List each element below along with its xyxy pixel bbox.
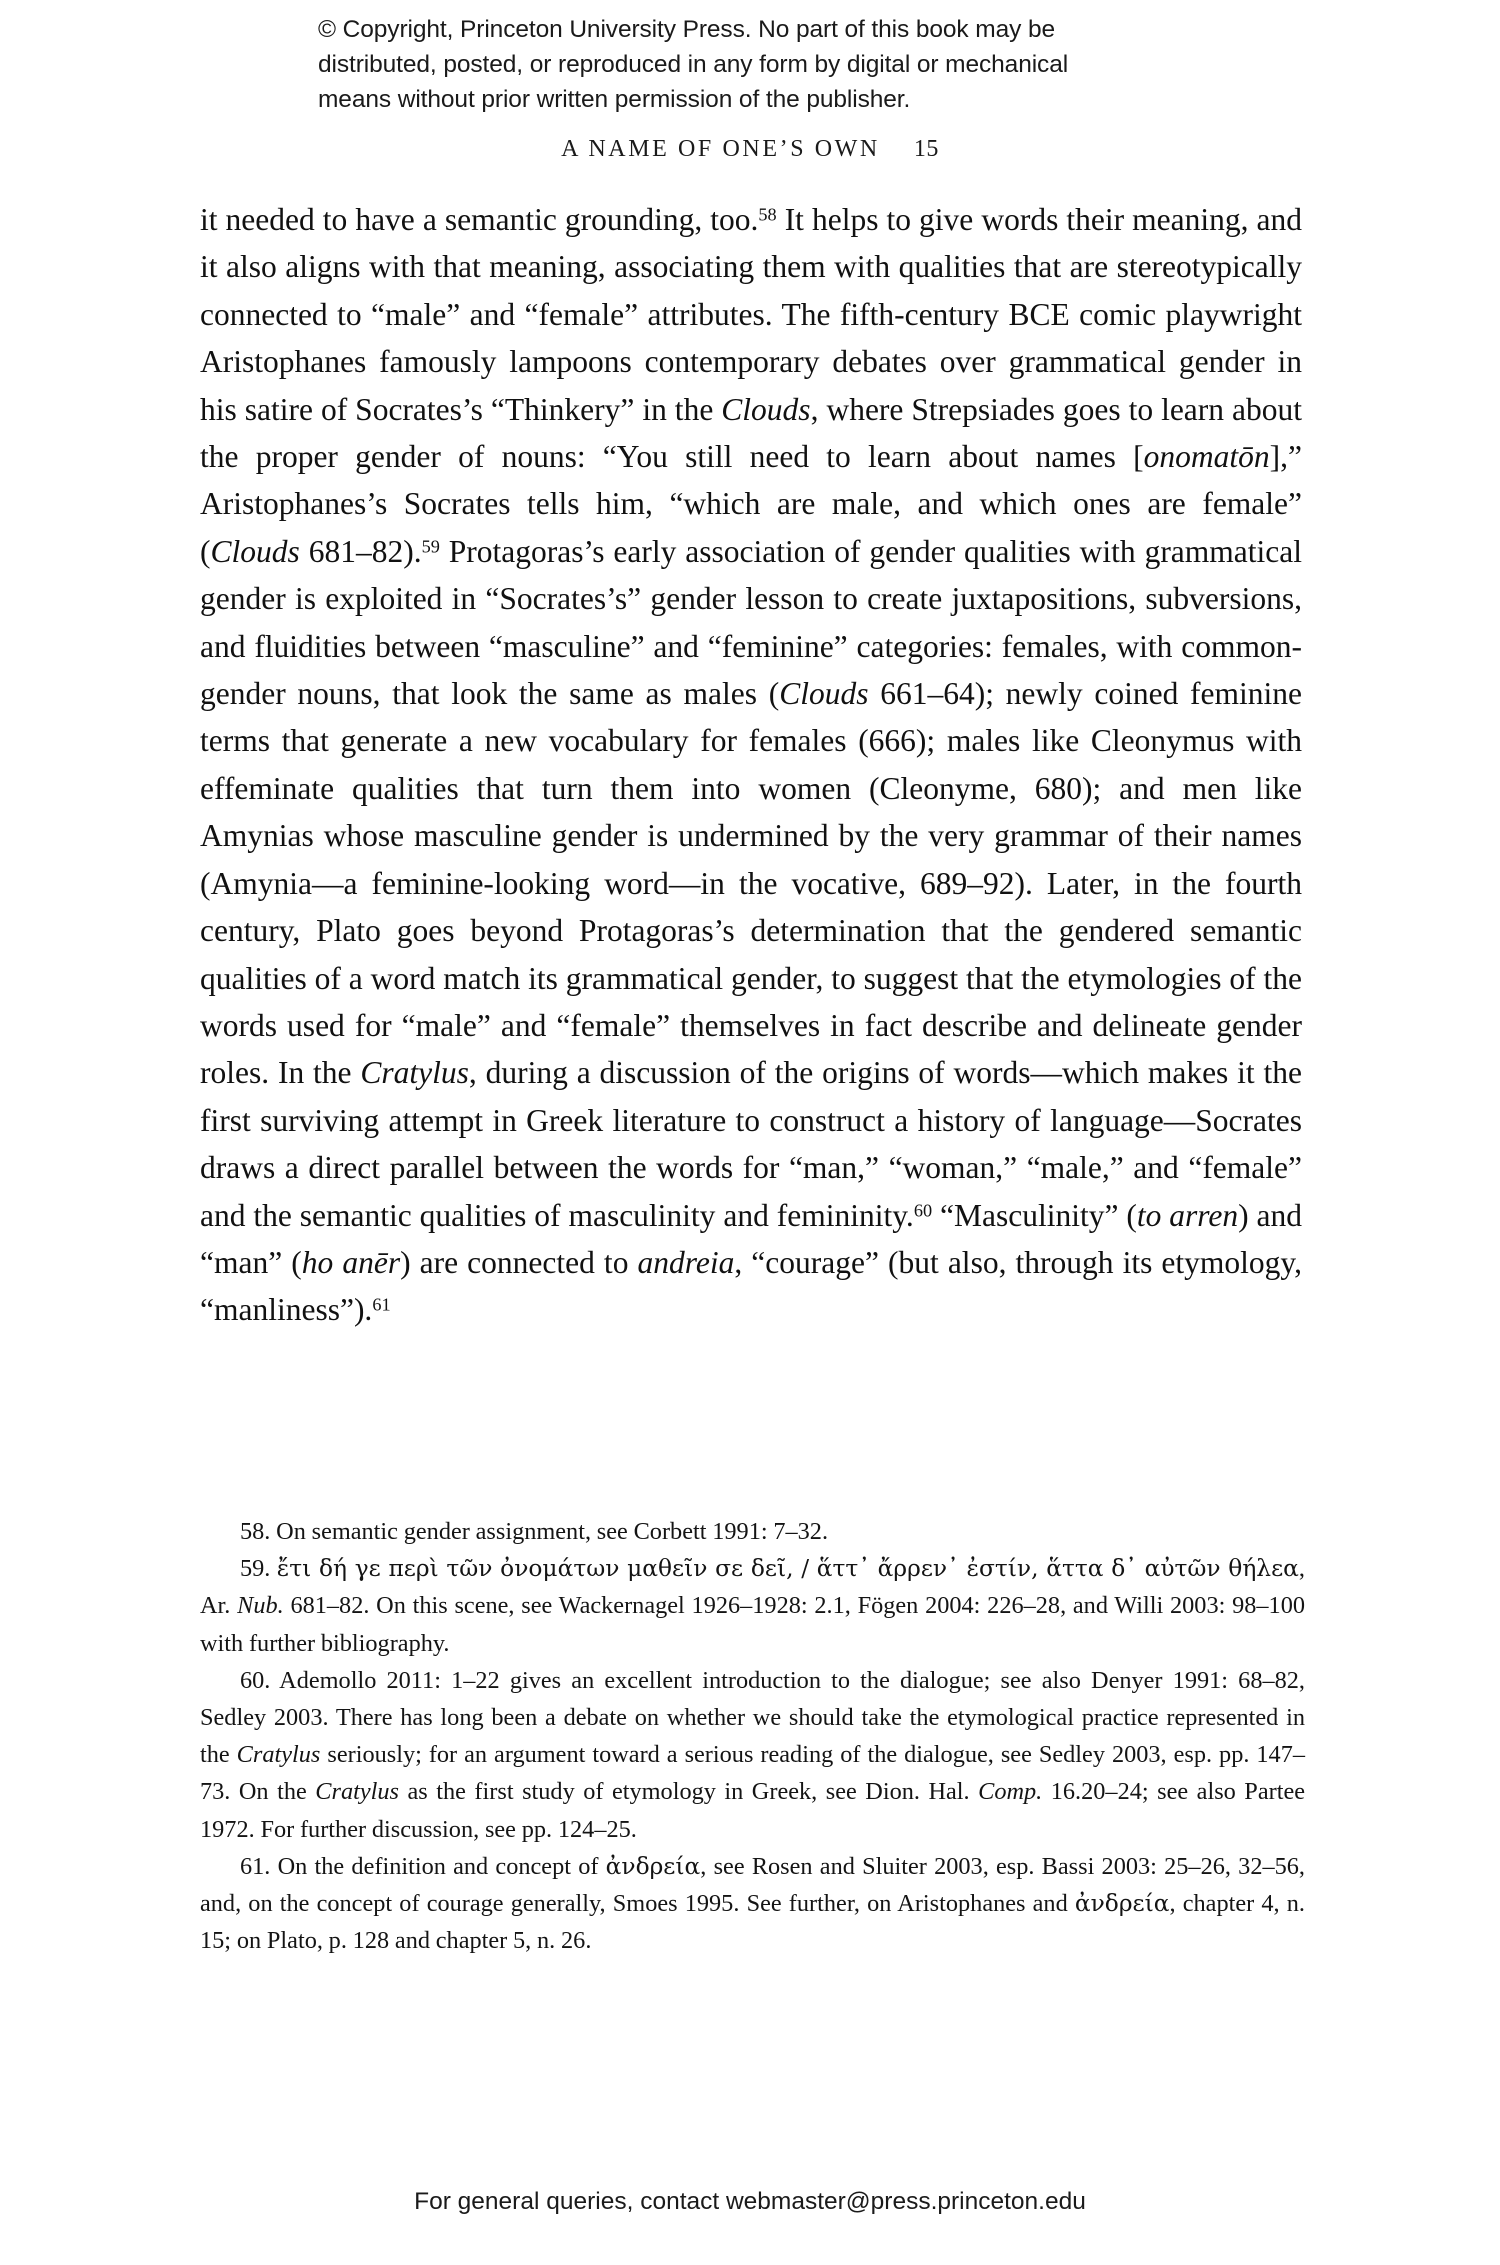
page-footer bbox=[0, 2188, 1500, 2216]
page-footer-text: For general queries, contact webmaster@press.princeton.edu bbox=[414, 2188, 1086, 2215]
running-head bbox=[0, 136, 1500, 163]
running-head-title: A NAME OF ONE’S OWN bbox=[561, 136, 880, 162]
footnotes-block bbox=[200, 1513, 1305, 1959]
page-number: 15 bbox=[913, 136, 939, 162]
footnote-61: 61. On the definition and concept of ἀνδρεία, see Rosen and Sluiter 2003, esp. Bassi 2003: 25–26, 32–56, and, on the concept of courage generally, Smoes 1995. See further, on Aristophanes and ἀνδρεία, chapter 4, n. 15; on Plato, p. 128 and chapter 5, n. 26. bbox=[200, 1852, 1305, 1955]
copyright-line-2: distributed, posted, or reproduced in any form by digital or mechanical bbox=[318, 51, 1069, 78]
body-text-block bbox=[200, 196, 1302, 1334]
body-paragraph: it needed to have a semantic grounding, too.$^{58}$ It helps to give words their meaning, and it also aligns with that meaning, associating them with qualities that are stereotypically connected to “male” and “female” attributes. The fifth-century BCE comic playwright Aristophanes famously lampoons contemporary debates over grammatical gender in his satire of Socrates’s “Thinkery” in the Clouds, where Strepsiades goes to learn about the proper gender of nouns: “You still need to learn about names [onomatōn],” Aristophanes’s Socrates tells him, “which are male, and which ones are female” (Clouds 681–82).$^{59}$ Protagoras’s early association of gender qualities with grammatical gender is exploited in “Socrates’s” gender lesson to create juxtapositions, subversions, and fluidities between “masculine” and “feminine” categories: females, with common-gender nouns, that look the same as males (Clouds 661–64); newly coined feminine terms that generate a new vocabulary for females (666); males like Cleonymus with effeminate qualities that turn them into women (Cleonyme, 680); and men like Amynias whose masculine gender is undermined by the very grammar of their names (Amynia—a feminine-looking word—in the vocative, 689–92). Later, in the fourth century, Plato goes beyond Protagoras’s determination that the gendered semantic qualities of a word match its grammatical gender, to suggest that the etymologies of the words used for “male” and “female” themselves in fact describe and delineate gender roles. In the Cratylus, during a discussion of the origins of words—which makes it the first surviving attempt in Greek literature to construct a history of language—Socrates draws a direct parallel between the words for “man,” “woman,” “male,” and “female” and the semantic qualities of masculinity and femininity.$^{60}$ “Masculinity” (to arren) and “man” (ho anēr) are connected to andreia, “courage” (but also, through its etymology, “manliness”).$^{61}$ bbox=[200, 202, 1303, 1328]
footnote-58: 58. On semantic gender assignment, see Corbett 1991: 7–32. bbox=[240, 1518, 829, 1545]
copyright-line-1: © Copyright, Princeton University Press. No part of this book may be bbox=[318, 16, 1056, 43]
copyright-line-3: means without prior written permission of the publisher. bbox=[318, 86, 911, 113]
copyright-notice bbox=[318, 12, 1198, 117]
footnote-59: 59. ἔτι δή γε περὶ τῶν ὀνομάτων μαθεῖν σε δεῖ, / ἅττ᾽ ἄρρεν᾽ ἐστίν, ἅττα δ᾽ αὐτῶν θήλεα, Ar. Nub. 681–82. On this scene, see Wackernagel 1926–1928: 2.1, Fögen 2004: 226–28, and Willi 2003: 98–100 with further bibliography. bbox=[200, 1555, 1305, 1657]
footnote-60: 60. Ademollo 2011: 1–22 gives an excellent introduction to the dialogue; see also Denyer 1991: 68–82, Sedley 2003. There has long been a debate on whether we should take the etymological practice represented in the Cratylus seriously; for an argument toward a serious reading of the dialogue, see Sedley 2003, esp. pp. 147–73. On the Cratylus as the first study of etymology in Greek, see Dion. Hal. Comp. 16.20–24; see also Partee 1972. For further discussion, see pp. 124–25. bbox=[200, 1666, 1306, 1843]
